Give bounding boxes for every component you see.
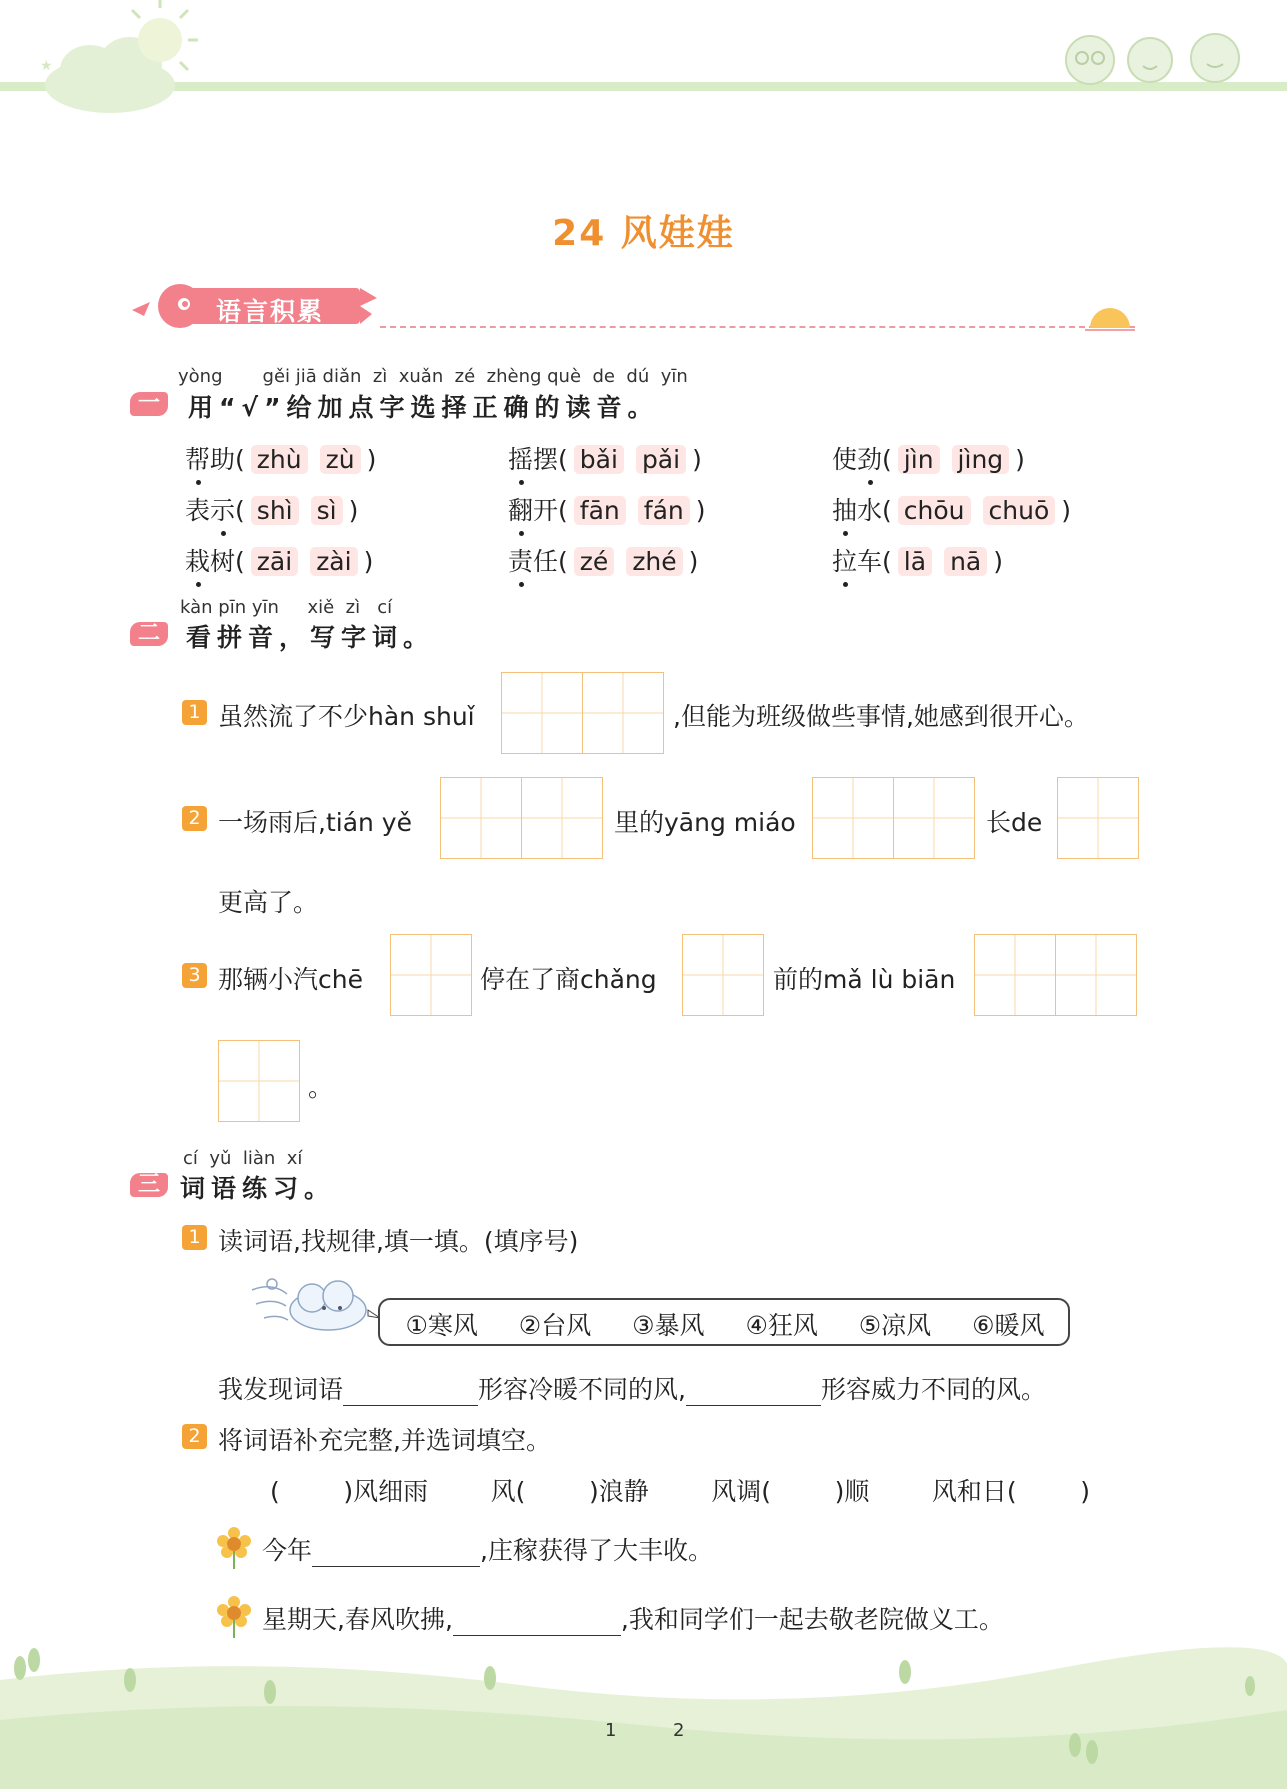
pinyin-option[interactable]: zé [574,547,615,576]
section1-number: 一 [130,392,168,416]
sentence2-text-a: 星期天,春风吹拂, [262,1605,453,1634]
section-banner-label: 语言积累 [216,297,325,326]
item3-writing-grid-4[interactable] [218,1040,299,1122]
writing-cell[interactable] [974,934,1056,1016]
pronunciation-item: 摇摆( bǎi pǎi ) [508,440,702,476]
item1-text-after: ,但能为班级做些事情,她感到很开心。 [673,702,1089,731]
pronunciation-item: 表示( shì sì ) [185,491,358,527]
word-option: ①寒风 [405,1311,478,1340]
page-number-left: 1 [605,1720,617,1741]
item3-writing-grid-3[interactable] [974,934,1135,1016]
pinyin-option[interactable]: zhù [251,445,308,474]
pinyin-option[interactable]: jìn [898,445,940,474]
q2-number: 2 [182,1424,207,1449]
pinyin-option[interactable]: fān [574,496,626,525]
pinyin-option[interactable]: zhé [626,547,682,576]
item3-text-end: 。 [308,1073,334,1102]
idiom-blank[interactable]: 风( )浪静 [490,1477,649,1506]
writing-cell[interactable] [501,672,583,754]
q1-number: 1 [182,1225,207,1250]
item2-text-before: 一场雨后,tián yě [218,808,412,837]
writing-cell[interactable] [812,777,894,859]
pronunciation-item: 使劲( jìn jìng ) [832,440,1025,476]
second-char: 示 [210,491,235,527]
writing-cell[interactable] [1055,934,1137,1016]
item2-writing-grid-2[interactable] [812,777,973,859]
pinyin-option[interactable]: chōu [898,496,971,525]
find-blank-1[interactable] [343,1381,478,1406]
item1-number: 1 [182,700,207,725]
dotted-char: 翻 [508,491,533,527]
pronunciation-item: 帮助( zhù zù ) [185,440,376,476]
section1-question: 用“√”给加点字选择正确的读音。 [188,393,659,422]
writing-cell[interactable] [682,934,764,1016]
second-char: 劲 [857,440,882,476]
writing-cell[interactable] [218,1040,300,1122]
item2-text-mid1: 里的yāng miáo [614,808,796,837]
pinyin-option[interactable]: sì [311,496,343,525]
section3-number: 三 [130,1173,168,1197]
lesson-title: 24 风娃娃 [552,213,735,254]
word-list [385,1306,1065,1342]
pinyin-option[interactable]: pǎi [636,445,686,474]
pinyin-option[interactable]: nā [944,547,987,576]
idiom-blank[interactable]: 风调( )顺 [711,1477,870,1506]
find-blank-2[interactable] [686,1381,821,1406]
animal-faces-decoration [1055,20,1255,90]
find-text-c: 形容威力不同的风。 [820,1375,1046,1404]
item3-text-mid2: 前的mǎ lù biān [773,965,956,994]
sentence2-blank[interactable] [453,1611,621,1636]
pronunciation-item: 拉车( lā nā ) [832,542,1003,578]
writing-cell[interactable] [893,777,975,859]
item2-text-mid2: 长de [986,808,1043,837]
section2-pinyin: kàn pīn yīn xiě zì cí [180,597,393,618]
sentence1-text-b: ,庄稼获得了大丰收。 [480,1536,713,1565]
find-text-b: 形容冷暖不同的风, [478,1375,686,1404]
second-char: 助 [210,445,236,474]
pinyin-option[interactable]: zù [320,445,361,474]
dotted-char: 摇 [508,440,533,476]
writing-cell[interactable] [582,672,664,754]
idiom-row [270,1472,1090,1508]
dotted-char: 表 [185,496,211,525]
writing-cell[interactable] [390,934,472,1016]
writing-cell[interactable] [1057,777,1139,859]
pinyin-option[interactable]: zài [310,547,357,576]
second-char: 开 [533,496,559,525]
wind-cloud-icon [250,1270,380,1338]
word-option: ②台风 [518,1311,592,1340]
item2-number: 2 [182,806,207,831]
pinyin-option[interactable]: shì [251,496,299,525]
q2-text: 将词语补充完整,并选词填空。 [218,1426,551,1455]
q1-text: 读词语,找规律,填一填。(填序号) [218,1227,579,1256]
page-number-right: 2 [673,1720,685,1741]
svg-text:★: ★ [40,58,53,74]
section-dashed-divider [380,326,1135,328]
idiom-blank[interactable]: 风和日( ) [931,1477,1090,1506]
section2-question: 看拼音，写字词。 [186,623,435,652]
pronunciation-item: 责任( zé zhé ) [508,542,698,578]
pronunciation-item: 栽树( zāi zài ) [185,542,373,578]
writing-cell[interactable] [440,777,522,859]
second-char: 任 [533,547,559,576]
pinyin-option[interactable]: bǎi [574,445,624,474]
flower-icon [215,1594,253,1638]
second-char: 摆 [533,445,559,474]
sentence2-text-b: ,我和同学们一起去敬老院做义工。 [620,1605,1004,1634]
section2-number: 二 [130,622,168,646]
dotted-char: 拉 [832,542,857,578]
pinyin-option[interactable]: jìng [952,445,1010,474]
second-char: 水 [857,496,883,525]
idiom-blank[interactable]: ( )风细雨 [270,1477,429,1506]
word-option: ⑤凉风 [858,1311,932,1340]
sun-cloud-decoration [0,0,220,120]
dotted-char: 使 [832,445,858,474]
item1-writing-grid[interactable] [501,672,662,754]
find-text-a: 我发现词语 [218,1375,344,1404]
dotted-char: 栽 [185,542,210,578]
writing-cell[interactable] [521,777,603,859]
word-option: ⑥暖风 [972,1311,1045,1340]
item3-text-mid1: 停在了商chǎng [480,965,657,994]
pronunciation-item: 翻开( fān fán ) [508,491,706,527]
item3-number: 3 [182,963,207,988]
section1-pinyin: yòng gěi jiā diǎn zì xuǎn zé zhèng què de dú yīn [178,366,688,387]
sentence1 [262,1531,713,1567]
dotted-char: 责 [508,542,533,578]
word-option: ③暴风 [632,1311,705,1340]
pronunciation-item: 抽水( chōu chuō ) [832,491,1071,527]
item3-text-before: 那辆小汽chē [218,965,363,994]
pinyin-option[interactable]: zāi [251,547,298,576]
sentence1-text-a: 今年 [262,1536,313,1565]
item2-text-end: 更高了。 [218,888,319,917]
dotted-char: 抽 [832,491,857,527]
pinyin-option[interactable]: lā [898,547,932,576]
pinyin-option[interactable]: fán [638,496,690,525]
item2-writing-grid-3[interactable] [1057,777,1138,859]
sentence1-blank[interactable] [312,1542,480,1567]
flower-icon [215,1525,253,1569]
pinyin-option[interactable]: chuō [983,496,1056,525]
second-char: 车 [857,547,883,576]
item3-writing-grid-1[interactable] [390,934,471,1016]
item3-writing-grid-2[interactable] [682,934,763,1016]
second-char: 树 [210,547,236,576]
item2-writing-grid-1[interactable] [440,777,601,859]
section3-pinyin: cí yǔ liàn xí [183,1148,303,1169]
item1-text-before: 虽然流了不少hàn shuǐ [218,702,475,731]
find-line [218,1370,1046,1406]
sunset-icon [1085,300,1135,332]
word-option: ④狂风 [745,1311,818,1340]
sentence2 [262,1600,1004,1636]
footer-landscape [0,1640,1287,1789]
section3-question: 词语练习。 [180,1174,336,1203]
dotted-char: 帮 [185,440,210,476]
